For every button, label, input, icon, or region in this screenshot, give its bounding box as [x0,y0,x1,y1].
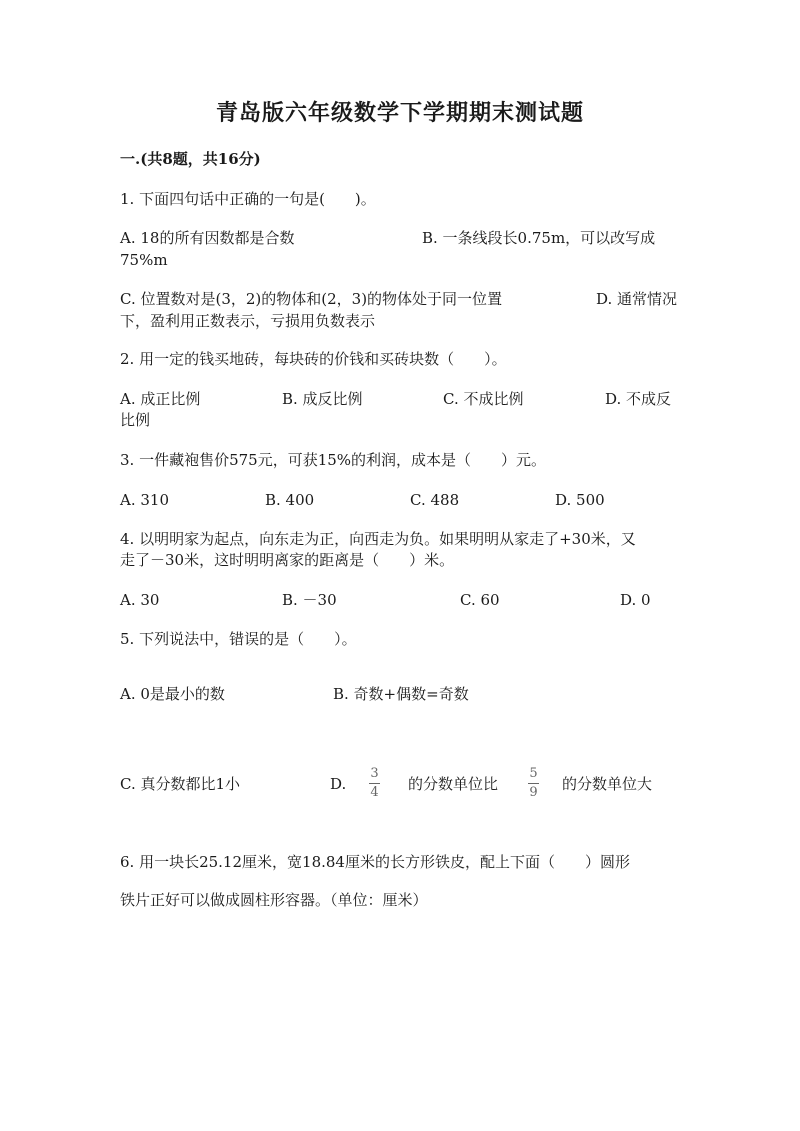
question-5-option-d-label: D. [330,775,347,793]
question-3-stem: 3. 一件藏袍售价575元，可获15%的利润，成本是（ ）元。 [120,451,547,469]
question-1-option-a: A. 18的所有因数都是合数 [120,229,295,247]
question-6-stem: 6. 用一块长25.12厘米，宽18.84厘米的长方形铁皮，配上下面（ ）圆形 [120,853,630,871]
question-4-option-c: C. 60 [460,591,500,609]
question-1-option-d: D. 通常情况 [596,290,678,308]
section-heading: 一.(共8题，共16分) [120,150,261,168]
question-2-stem: 2. 用一定的钱买地砖，每块砖的价钱和买砖块数（ ）。 [120,350,507,368]
question-5-option-c: C. 真分数都比1小 [120,775,241,793]
question-4-stem: 4. 以明明家为起点，向东走为正，向西走为负。如果明明从家走了+30米，又 [120,530,636,548]
page-title: 青岛版六年级数学下学期期末测试题 [215,100,584,126]
question-4-stem-cont: 走了－30米，这时明明离家的距离是（ ）米。 [120,551,455,569]
question-5-option-a: A. 0是最小的数 [120,685,225,703]
question-4-option-b: B. －30 [282,591,337,609]
question-5-stem: 5. 下列说法中，错误的是（ ）。 [120,630,357,648]
question-1-stem: 1. 下面四句话中正确的一句是( )。 [120,190,376,208]
question-3-option-c: C. 488 [410,491,460,509]
question-5-option-d-text: 的分数单位比 [408,775,499,793]
fraction-numerator: 3 [370,766,379,781]
question-2-option-b: B. 成反比例 [282,390,363,408]
question-1-option-c: C. 位置数对是(3，2)的物体和(2，3)的物体处于同一位置 [120,290,503,308]
question-4-option-a: A. 30 [120,591,160,609]
fraction-bar [369,783,380,784]
fraction-denominator: 4 [370,785,379,800]
fraction-numerator: 5 [529,766,538,781]
question-1-option-b-cont: 75%m [120,251,168,269]
fraction-five-ninths [528,767,539,800]
question-1-option-d-cont: 下，盈利用正数表示，亏损用负数表示 [120,312,376,330]
question-2-option-d-cont: 比例 [120,411,151,429]
question-3-option-b: B. 400 [265,491,315,509]
question-3-option-d: D. 500 [555,491,605,509]
question-2-option-a: A. 成正比例 [120,390,201,408]
fraction-denominator: 9 [529,785,538,800]
question-2-option-c: C. 不成比例 [443,390,524,408]
question-2-option-d: D. 不成反 [605,390,672,408]
fraction-bar [528,783,539,784]
fraction-three-quarters [369,767,380,800]
question-1-option-b: B. 一条线段长0.75m，可以改写成 [422,229,656,247]
question-4-option-d: D. 0 [620,591,651,609]
question-3-option-a: A. 310 [120,491,169,509]
question-5-option-b: B. 奇数+偶数=奇数 [333,685,469,703]
question-6-stem-cont: 铁片正好可以做成圆柱形容器。（单位：厘米） [120,891,428,909]
question-5-option-d-end: 的分数单位大 [562,775,653,793]
